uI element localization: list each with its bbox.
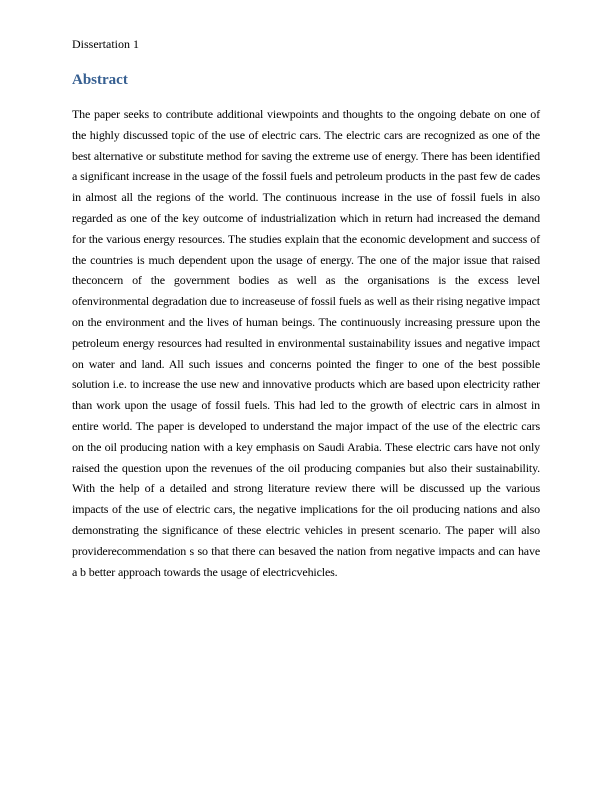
- section-heading: Abstract: [72, 72, 128, 88]
- page-header: Dissertation 1: [72, 37, 139, 51]
- abstract-paragraph: The paper seeks to contribute additional viewpoints and thoughts to the ongoing debate on one of the highly discussed topic of the use of electric cars. The electric cars are recognized as one of the best alternative or substitute method for saving the extreme use of energy. There has been identified a significant increase in the usage of the fossil fuels and petroleum products in the past few de cades in almost all the regions of the world. The continuous increase in the use of fossil fuels in also regarded as one of the key outcome of industrialization which in return had increased the demand for the various energy resources. The studies explain that the economic development and success of the countries is much dependent upon the usage of energy. The one of the major issue that raised theconcern of the government bodies as well as the organisations is the excess level ofenvironmental degradation due to increaseuse of fossil fuels as well as their rising negative impact on the environment and the lives of human beings. The continuously increasing pressure upon the petroleum energy resources had resulted in environmental sustainability issues and negative impact on water and land. All such issues and concerns pointed the finger to one of the best possible solution i.e. to increase the use new and innovative products which are based upon electricity rather than work upon the usage of fossil fuels. This had led to the growth of electric cars in almost in entire world. The paper is developed to understand the major impact of the use of the electric cars on the oil producing nation with a key emphasis on Saudi Arabia. These electric cars have not only raised the question upon the revenues of the oil producing companies but also their sustainability. With the help of a detailed and strong literature review there will be discussed up the various impacts of the use of electric cars, the negative implications for the oil producing nations and also demonstrating the significance of these electric vehicles in present scenario. The paper will also providerecommendation s so that there can besaved the nation from negative impacts and can have a b better approach towards the usage of electricvehicles.: [72, 107, 540, 579]
